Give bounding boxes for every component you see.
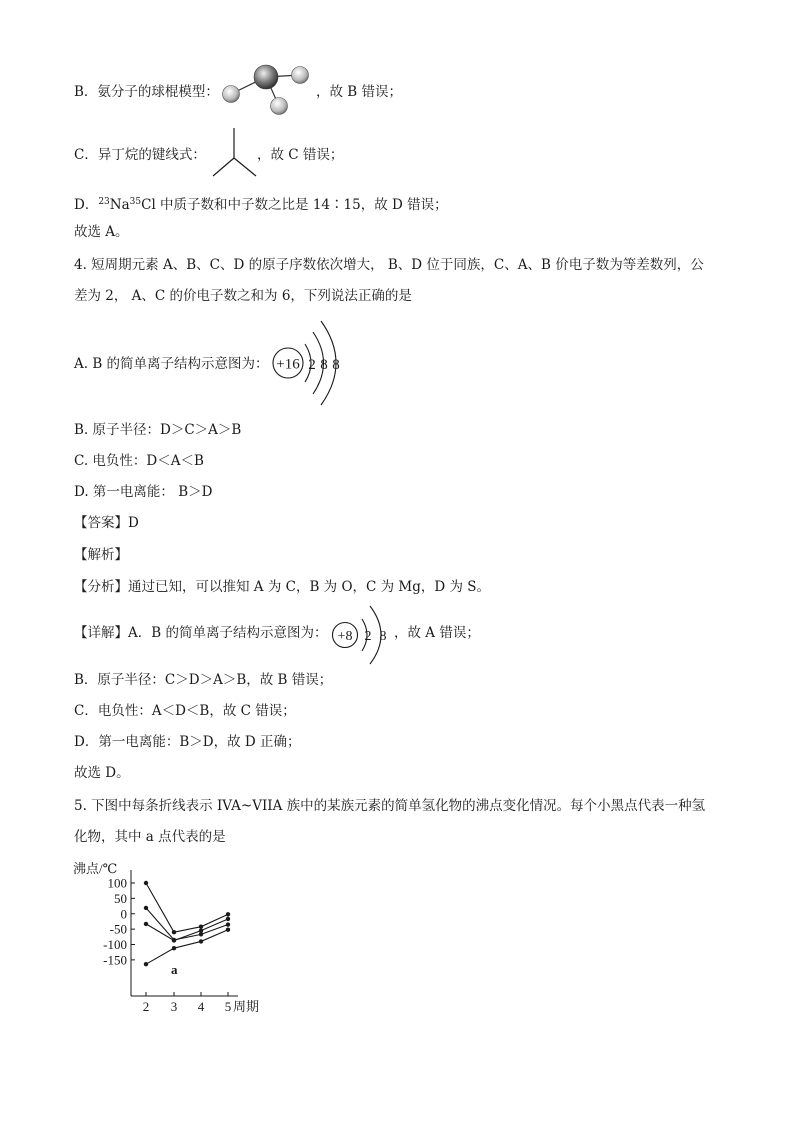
point-a-label: a (171, 962, 178, 977)
series-line-4 (146, 930, 228, 964)
d-prefix: D． (74, 197, 99, 213)
ion1-shell-3: 8 (332, 357, 340, 373)
y-tick-label: 0 (120, 906, 127, 922)
option-c: C. 电负性：D＜A＜B (74, 453, 204, 469)
d-mass-number-na: 23 (98, 197, 110, 207)
x-tick-label: 2 (142, 999, 150, 1014)
data-point (172, 930, 176, 934)
data-point (199, 928, 203, 932)
x-axis-label: 周期 (233, 999, 260, 1014)
detail-d: D．第一电离能：B＞D，故 D 正确； (74, 734, 301, 750)
y-tick-label: -50 (109, 921, 127, 937)
line-b (74, 82, 219, 102)
choose-a: 故选 A。 (74, 224, 129, 240)
isobutane-skeletal-formula (210, 125, 260, 181)
analysis-heading: 【解析】 (74, 547, 128, 563)
ion2-shell-1: 2 (364, 629, 372, 644)
q5-line2: 化物，其中 a 点代表的是 (74, 829, 226, 845)
c-prefix: C．异丁烷的键线式： (74, 147, 206, 163)
line-d (74, 192, 448, 215)
data-point (226, 928, 230, 932)
choose-d: 故选 D。 (74, 765, 130, 781)
data-point (144, 906, 148, 910)
detail-b: B．原子半径：C＞D＞A＞B，故 B 错误； (74, 672, 333, 688)
answer: 【答案】D (74, 515, 139, 531)
x-tick-label: 5 (224, 999, 232, 1014)
y-tick-label: -150 (103, 952, 127, 968)
ion-structure-diagram-1 (268, 318, 358, 408)
c-suffix: ，故 C 错误； (257, 147, 344, 163)
q4-line1: 4. 短周期元素 A、B、C、D 的原子序数依次增大， B、D 位于同族，C、A、B 价电子数为等差数列，公 (74, 257, 704, 273)
d-mass-number-cl: 35 (129, 197, 142, 207)
q4-line2: 差为 2， A、C 的价电子数之和为 6，下列说法正确的是 (74, 288, 412, 304)
y-tick-label: 100 (107, 875, 127, 891)
x-tick-label: 4 (197, 999, 205, 1014)
ion1-shell-1: 2 (308, 357, 316, 373)
data-point (144, 922, 148, 926)
data-point (172, 938, 176, 942)
data-point (144, 962, 148, 966)
ammonia-ball-stick-model (216, 62, 316, 122)
boiling-point-chart (70, 855, 280, 1015)
data-point (226, 922, 230, 926)
y-tick-label: 50 (114, 890, 127, 906)
b-prefix: B．氨分子的球棍模型： (74, 84, 219, 100)
ion2-shell-2: 8 (379, 629, 387, 644)
q5-line1: 5. 下图中每条折线表示 IVA~VIIA 族中的某族元素的简单氢化物的沸点变化情况。每个小黑点代表一种氢 (74, 798, 706, 814)
detail-c: C．电负性：A＜D＜B，故 C 错误； (74, 703, 296, 719)
data-point (172, 946, 176, 950)
x-tick-label: 3 (170, 999, 178, 1014)
detail-suffix: ，故 A 错误； (394, 625, 480, 641)
data-point (226, 912, 230, 916)
ion1-shell-2: 8 (320, 357, 328, 373)
data-point (199, 939, 203, 943)
b-suffix: ，故 B 错误； (316, 84, 403, 100)
data-point (226, 917, 230, 921)
ion2-nucleus: +8 (337, 629, 353, 644)
y-tick-label: -100 (103, 937, 127, 952)
d-rest: Cl 中质子数和中子数之比是 14∶15，故 D 错误； (141, 197, 448, 213)
ion1-nucleus: +16 (276, 356, 300, 373)
y-axis-label: 沸点/℃ (73, 861, 118, 876)
analysis-text: 【分析】通过已知，可以推知 A 为 C，B 为 O，C 为 Mg，D 为 S。 (74, 579, 491, 595)
option-b: B. 原子半径：D＞C＞A＞B (74, 422, 242, 438)
d-symbol-na: Na (109, 197, 130, 213)
data-point (144, 881, 148, 885)
ion-structure-diagram-2 (328, 602, 394, 668)
detail-prefix: 【详解】A．B 的简单离子结构示意图为： (74, 625, 328, 641)
option-d: D. 第一电离能： B＞D (74, 484, 213, 500)
option-a-prefix: A. B 的简单离子结构示意图为： (74, 356, 269, 372)
data-point (199, 924, 203, 928)
